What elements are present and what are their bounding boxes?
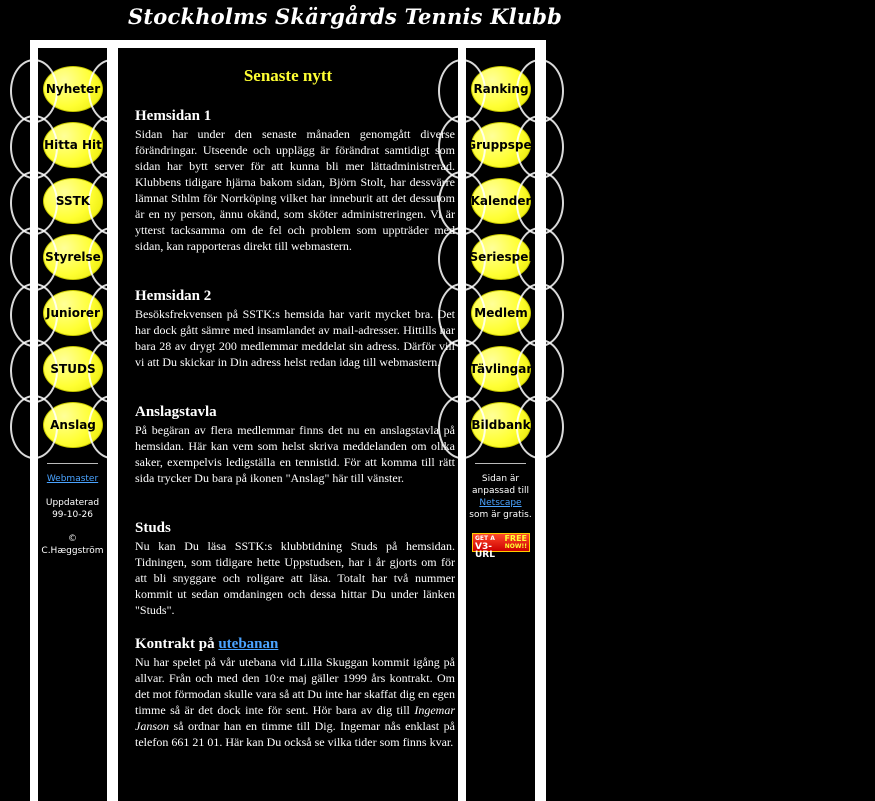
netscape-note-line2: anpassad till (472, 486, 529, 496)
contact-name: Ingemar Janson (135, 703, 455, 733)
nav-label: Medlem (474, 306, 528, 320)
badge-now-text: NOW!! (504, 543, 527, 550)
article-title-text: Kontrakt på (135, 636, 215, 652)
article-kontrakt (135, 636, 455, 750)
nav-ball-anslag[interactable] (43, 402, 103, 448)
nav-ball-tavlingar[interactable] (471, 346, 531, 392)
nav-ball-sstk[interactable] (43, 178, 103, 224)
nav-ball-medlem[interactable] (471, 290, 531, 336)
article-title (135, 636, 455, 653)
updated-label: Uppdaterad (45, 498, 100, 508)
site-title: Stockholms Skärgårds Tennis Klubb (128, 4, 563, 29)
nav-label: Kalender (470, 194, 532, 208)
badge-url-text: V3-URL (475, 542, 495, 560)
nav-label: Styrelse (45, 250, 101, 264)
nav-ball-seriespel[interactable] (471, 234, 531, 280)
article-body: Sidan har under den senaste månaden genomgått diverse förändringar. Utseende och upplägg är förändrat samtidigt som sidan har bytt server för att kunna bli mer lättadministrerad. Klubbens tidigare hjärna bakom sidan, Björn Stolt, har dessvärre lämnat Sthlm för Norrköping vilket har inneburit att det dessutom är en ny person, ännu okänd, som sköter administreringen. Vi är ytterst tacksamma om de fel och problem som uppträder med sidan, kan rapporteras direkt till webmastern. (135, 127, 455, 253)
nav-label: Seriespel (469, 250, 533, 264)
copyright-symbol: © (68, 534, 77, 544)
updated-date: 99-10-26 (52, 510, 93, 520)
nav-label: Ranking (473, 82, 529, 96)
netscape-note-line3: som är gratis. (469, 510, 532, 520)
divider (47, 463, 98, 464)
nav-label: Tävlingar (469, 362, 533, 376)
netscape-link[interactable]: Netscape (479, 498, 522, 508)
free-url-badge[interactable] (472, 533, 530, 560)
nav-label: Bildbank (471, 418, 531, 432)
main-content (118, 48, 458, 801)
divider (475, 463, 526, 464)
nav-ball-bildbank[interactable] (471, 402, 531, 448)
nav-ball-ranking[interactable] (471, 66, 531, 112)
article-body: På begäran av flera medlemmar finns det nu en anslagstavla på hemsidan. Här kan vem som helst skriva meddelanden om olika saker, exempelvis ledigställa en tennistid. För att komma till rätt sida trycker Du bara på ikonen "Anslag" här till vänster. (135, 423, 455, 485)
nav-ball-gruppspel[interactable] (466, 122, 536, 168)
nav-label: SSTK (55, 194, 91, 208)
nav-ball-kalender[interactable] (471, 178, 531, 224)
nav-label: STUDS (50, 362, 96, 376)
webmaster-link[interactable]: Webmaster (46, 474, 99, 484)
article-body: Nu kan Du läsa SSTK:s klubbtidning Studs på hemsidan. Tidningen, som tidigare hette Uppstudsen, har i år gjorts om för att bli snyggare och roligare att läsa. Totalt har två nummer kommit ut sedan omdaningen och dessa hittar Du under länken "Studs". (135, 539, 455, 617)
page-heading: Senaste nytt (243, 66, 333, 85)
article-body-post: så ordnar han en timme till Dig. Ingemar nås enklast på telefon 661 21 01. Här kan Du också se vilka tider som finns kvar. (135, 719, 455, 749)
nav-ball-juniorer[interactable] (43, 290, 103, 336)
utebanan-link[interactable]: utebanan (218, 636, 279, 652)
article-body (135, 654, 455, 750)
badge-top-text: GET A (475, 535, 495, 542)
nav-label: Nyheter (45, 82, 101, 96)
nav-label: Hitta Hit (44, 138, 102, 152)
article-title: Hemsidan 1 (135, 108, 212, 124)
right-nav (466, 48, 535, 801)
article-title: Studs (135, 520, 171, 536)
article-body-pre: Nu har spelet på vår utebana vid Lilla Skuggan kommit igång på allvar. Från och med den 10:e maj gäller 1999 års kontrakt. Om det mot förmodan skulle vara så att Du inte har skaffat dig en egen timme så är det dock inte för sent. Hör bara av dig till (135, 655, 456, 717)
article-body: Besöksfrekvensen på SSTK:s hemsida har varit mycket bra. Det har dock gått sämre med insamlandet av mail-adresser. Hittills har bara 28 av drygt 200 medlemmar meddelat sin adress. Därför vill vi att Du skickar in Din adress helst redan idag till webmastern. (135, 307, 455, 369)
left-nav (38, 48, 107, 801)
article-anslagstavla (135, 404, 455, 486)
nav-ball-studs[interactable] (43, 346, 103, 392)
nav-ball-nyheter[interactable] (43, 66, 103, 112)
nav-ball-hitta-hit[interactable] (43, 122, 103, 168)
article-title: Hemsidan 2 (135, 288, 212, 304)
article-studs (135, 520, 455, 618)
badge-free-text: FREE (504, 534, 527, 543)
article-hemsidan-2 (135, 288, 455, 370)
nav-label: Anslag (50, 418, 96, 432)
netscape-note-line1: Sidan är (481, 474, 520, 484)
nav-label: Juniorer (46, 306, 100, 320)
nav-ball-styrelse[interactable] (43, 234, 103, 280)
article-hemsidan-1 (135, 108, 455, 254)
nav-label: Gruppspel (466, 138, 536, 152)
article-title: Anslagstavla (135, 404, 217, 420)
author-name: C.Hæggström (41, 546, 104, 556)
